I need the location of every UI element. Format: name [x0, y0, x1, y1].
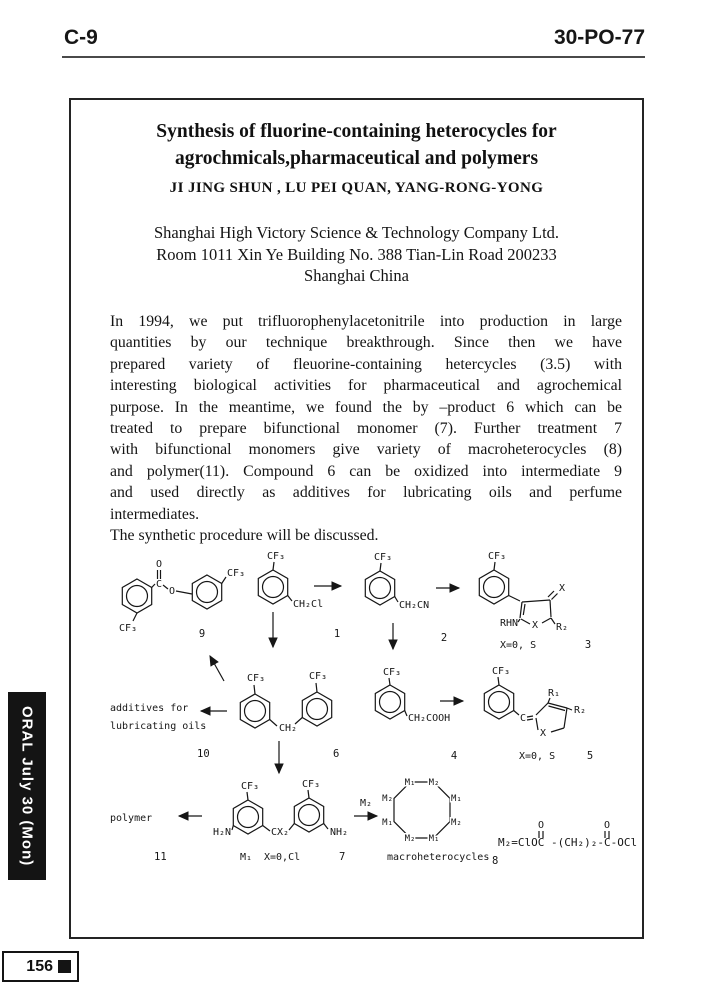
structure-9 — [119, 559, 245, 640]
m2-label: M₂ — [382, 794, 393, 804]
m1-label: M₁ — [428, 834, 440, 844]
number-label-7: 7 — [339, 851, 346, 863]
m1-label: M₁ — [240, 852, 253, 863]
page-number-box — [2, 951, 79, 982]
carbonyl-o-label: O — [537, 820, 545, 831]
rhn-label: RHN — [499, 618, 518, 629]
m2-reagent-label: M₂ — [360, 798, 373, 809]
ring-x-label: X — [540, 728, 547, 739]
structure-3 — [479, 551, 591, 651]
number-label-3: 3 — [584, 639, 592, 651]
abstract-line: quantities by our technique breakthrough. Since then we have — [110, 334, 622, 352]
number-label-5: 5 — [586, 750, 594, 762]
abstract-line: prepared variety of fleuorine-containing hetercycles (3.5) with — [110, 355, 622, 373]
structure-7 — [213, 779, 348, 863]
affiliation-line-1: Shanghai High Victory Science & Technology Company Ltd. — [153, 223, 560, 242]
abstract-line: purpose. In the meantime, we found the by –product 6 which can be — [110, 398, 622, 416]
cf3-label: CF₃ — [227, 568, 246, 579]
paper-title — [71, 118, 642, 172]
cf3-label: CF₃ — [309, 671, 328, 682]
cf3-label: CF₃ — [374, 552, 393, 563]
macroheterocycles-label: macroheterocycles — [387, 852, 490, 863]
number-label-6: 6 — [333, 748, 340, 760]
structure-6 — [197, 671, 339, 760]
carbonyl-o-label: O — [155, 559, 163, 570]
structure-1 — [258, 551, 340, 640]
abstract-line: In 1994, we put trifluorophenylacetonitrile into production in large — [110, 313, 622, 330]
abstract-line: intermediates. — [110, 505, 200, 523]
r2-label: R₂ — [556, 622, 569, 633]
abstract-line: The synthetic procedure will be discussed. — [110, 526, 379, 544]
abstract-line: with bifunctional monomers give variety of macroheterocycles (8) — [110, 441, 622, 459]
abstract-line: treated to prepare bifunctional monomer (7). Further treatment 7 — [110, 419, 622, 437]
carbonyl-o-label: O — [603, 820, 611, 831]
ch2cooh-label: CH₂COOH — [408, 713, 451, 724]
polymer-note: polymer — [110, 813, 153, 824]
m1-label: M₁ — [404, 778, 416, 788]
m1-label: M₁ — [451, 794, 462, 804]
m2-label: M₂ — [428, 778, 440, 788]
cf3-label: CF₃ — [383, 667, 402, 678]
exo-c-label: C — [519, 713, 527, 724]
exo-x-label: X — [559, 583, 566, 594]
cf3-label: CF₃ — [488, 551, 507, 562]
number-label-4: 4 — [450, 750, 458, 762]
ring-x-label: X — [532, 620, 539, 631]
structure-8 — [382, 778, 498, 867]
cf3-label: CF₃ — [302, 779, 321, 790]
title-line-2: agrochmicals,pharmaceutical and polymers — [174, 148, 539, 169]
cx2-bridge-label: CX₂ — [271, 827, 290, 838]
page-number: 156 — [26, 957, 53, 975]
h2n-label: H₂N — [212, 827, 231, 838]
r2-label: R₂ — [574, 705, 587, 716]
structure-4 — [375, 667, 457, 762]
macrocycle-ring — [394, 782, 450, 838]
ester-o-label: O — [168, 586, 176, 597]
ch2-bridge-label: CH₂ — [279, 723, 298, 734]
additives-note-line-2: lubricating oils — [110, 721, 207, 732]
session-tab-label: ORAL July 30 (Mon) — [18, 705, 36, 867]
number-label-8: 8 — [492, 855, 499, 867]
x-equals-label: X=0, S — [519, 751, 556, 762]
r1-label: R₁ — [548, 688, 561, 699]
structure-2 — [365, 552, 447, 644]
ch2cl-label: CH₂Cl — [293, 599, 324, 610]
m2-formula-text: M₂=ClOC -(CH₂)₂-C-OCl — [498, 836, 638, 849]
abstract-line: interesting biological activities for pharmaceutical and agrochemical — [110, 377, 622, 395]
structure-5 — [484, 666, 593, 762]
session-tab — [8, 692, 46, 880]
number-label-2: 2 — [440, 632, 448, 644]
abstract-line: and polymer(11). Compound 6 can be oxidized into intermediate 9 — [110, 462, 622, 480]
session-code: C-9 — [64, 26, 98, 49]
arrow-6-to-9 — [210, 656, 224, 681]
abstract-line: and used directly as additives for lubricating oils and perfume — [110, 484, 622, 502]
ch2cn-label: CH₂CN — [399, 600, 430, 611]
number-label-1: 1 — [333, 628, 341, 640]
reaction-scheme — [80, 547, 650, 877]
number-label-9: 9 — [198, 628, 206, 640]
title-line-1: Synthesis of fluorine-containing heterocycles for — [156, 121, 557, 142]
m1-label: M₁ — [382, 818, 393, 828]
authors: JI JING SHUN , LU PEI QUAN, YANG-RONG-YONG — [169, 180, 544, 196]
cf3-label: CF₃ — [492, 666, 511, 677]
affiliation-line-3: Shanghai China — [304, 266, 409, 285]
footer-square-icon — [58, 960, 71, 973]
abstract-box — [69, 98, 644, 939]
cf3-label: CF₃ — [267, 551, 286, 562]
affiliation-line-2: Room 1011 Xin Ye Building No. 388 Tian-Lin Road 200233 — [156, 244, 557, 264]
m2-label: M₂ — [404, 834, 416, 844]
m2-label: M₂ — [451, 818, 462, 828]
m2-formula — [498, 820, 637, 849]
number-label-10: 10 — [197, 748, 210, 760]
nh2-label: NH₂ — [330, 827, 349, 838]
x-equals-label: X=0,Cl — [264, 852, 301, 863]
number-label-11: 11 — [154, 851, 167, 863]
paper-code: 30-PO-77 — [553, 26, 645, 49]
additives-note-line-1: additives for — [110, 703, 189, 714]
cf3-label: CF₃ — [119, 623, 138, 634]
affiliation — [71, 222, 642, 287]
cf3-label: CF₃ — [247, 673, 266, 684]
cf3-label: CF₃ — [241, 781, 260, 792]
header-rule — [62, 56, 645, 58]
x-equals-label: X=0, S — [500, 640, 537, 651]
abstract-text — [110, 313, 622, 548]
carbonyl-c-label: C — [155, 579, 163, 590]
